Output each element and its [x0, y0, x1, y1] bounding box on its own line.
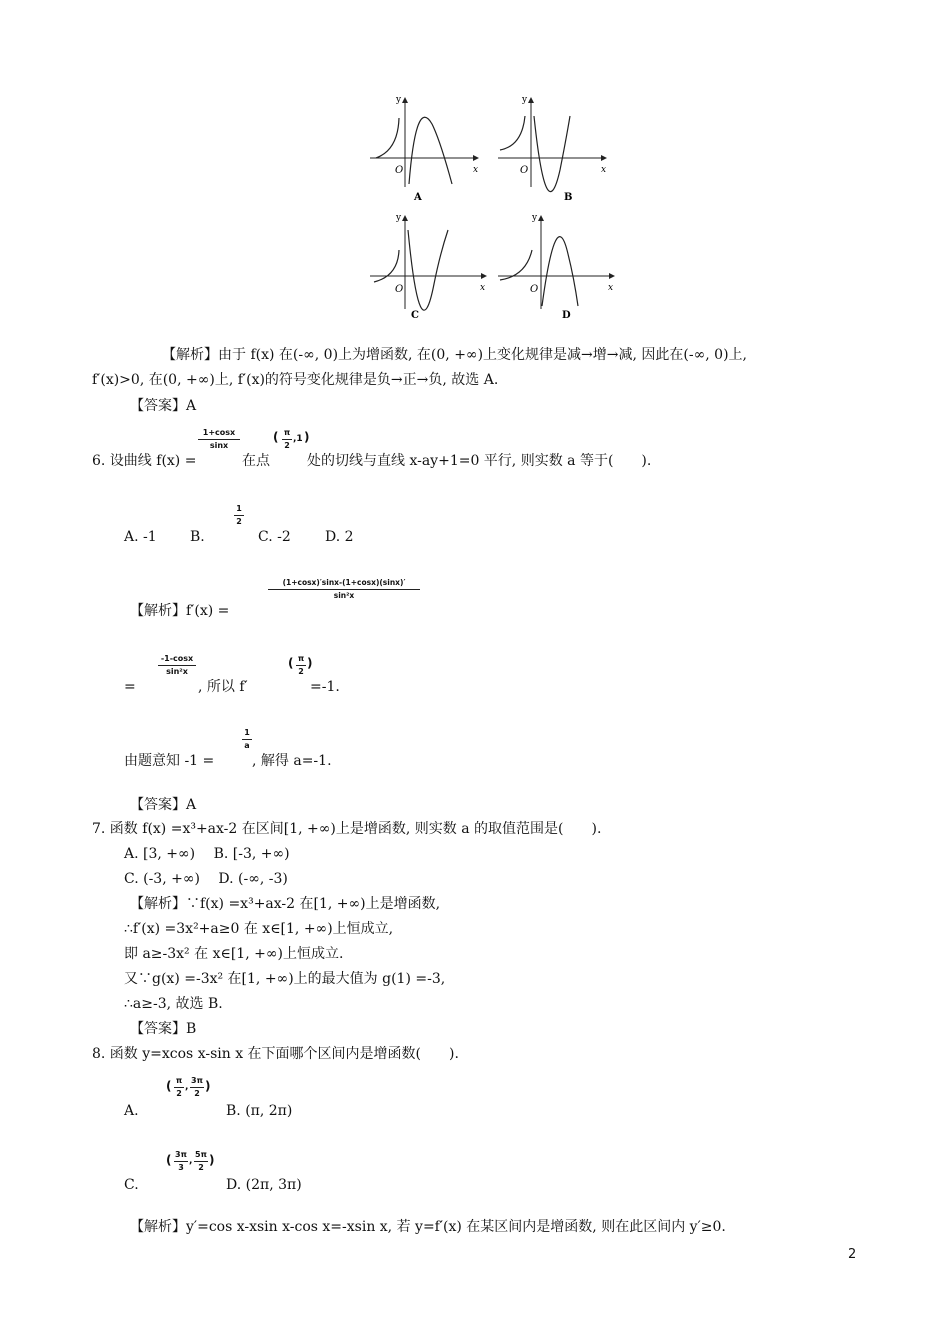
- fraction-denominator: sinx: [209, 441, 229, 450]
- q6-at-point: 在点: [242, 453, 270, 469]
- q8-option-b: B. (π, 2π): [226, 1103, 293, 1119]
- q6-a-fraction: [242, 728, 252, 751]
- point-tail: ,1: [293, 434, 303, 444]
- fraction-numerator: 1+cosx: [202, 428, 236, 437]
- q6-answer: 【答案】A: [130, 797, 197, 813]
- q8-stem: 8. 函数 y=xcos x-sin x 在下面哪个区间内是增函数( ).: [92, 1046, 459, 1062]
- page-number: 2: [848, 1247, 857, 1262]
- q7-stem: 7. 函数 f(x) =x³+ax-2 在区间[1, +∞)上是增函数, 则实数 a 的取值范围是( ).: [92, 821, 602, 837]
- q7-analysis-2: ∴f′(x) =3x²+a≥0 在 x∈[1, +∞)上恒成立,: [124, 921, 394, 937]
- svg-text:y: y: [532, 213, 538, 223]
- derivative-denominator: sin²x: [333, 591, 355, 600]
- q7-options-cd: C. (-3, +∞) D. (-∞, -3): [124, 871, 288, 887]
- q6-option-d: D. 2: [325, 529, 354, 545]
- q7-answer: 【答案】B: [130, 1021, 197, 1037]
- interval-a-start-num: π: [175, 1076, 183, 1085]
- interval-c-start-den: 3: [178, 1163, 184, 1172]
- svg-text:x: x: [601, 165, 607, 175]
- q7-options-ab: A. [3, +∞) B. [-3, +∞): [124, 846, 290, 862]
- q8-option-d: D. (2π, 3π): [226, 1177, 302, 1193]
- q6-equals: =: [124, 679, 136, 695]
- q6-derivative-fraction: [268, 578, 420, 601]
- q6-from-text: 由题意知 -1 =: [124, 753, 215, 769]
- q6-half-fraction: [234, 504, 244, 527]
- graph-panel-b: [498, 95, 606, 203]
- point-num: π: [283, 428, 291, 437]
- y-axis-label: y: [396, 95, 402, 105]
- interval-c-end-num: 5π: [195, 1150, 207, 1159]
- panel-label-d: D: [562, 310, 571, 321]
- q6-analysis-label: 【解析】f′(x) =: [130, 603, 230, 619]
- point-den: 2: [284, 441, 290, 450]
- interval-a-end-num: 3π: [191, 1076, 203, 1085]
- svg-text:x: x: [608, 283, 614, 293]
- interval-c-end-den: 2: [198, 1163, 204, 1172]
- q7-analysis-5: ∴a≥-3, 故选 B.: [124, 996, 223, 1012]
- a-den: a: [244, 741, 250, 750]
- q6-so-text: , 所以 f′: [198, 679, 248, 695]
- panel-label-a: A: [414, 192, 422, 203]
- graph-panel-d: [498, 213, 614, 321]
- svg-text:x: x: [480, 283, 486, 293]
- origin-label: O: [395, 165, 404, 176]
- q6-eval-result: =-1.: [310, 679, 340, 695]
- q7-analysis-3: 即 a≥-3x² 在 x∈[1, +∞)上恒成立.: [124, 946, 344, 962]
- q5-analysis-line1: 【解析】由于 f(x) 在(-∞, 0)上为增函数, 在(0, +∞)上变化规律是减→增→减, 因此在(-∞, 0)上,: [162, 347, 747, 363]
- graph-panel-a: [370, 95, 478, 203]
- q6-stem-prefix: 6. 设曲线 f(x) =: [92, 453, 197, 469]
- graph-figure: [368, 92, 618, 327]
- interval-c-start-num: 3π: [175, 1150, 187, 1159]
- svg-text:y: y: [522, 95, 528, 105]
- q7-analysis-1: 【解析】∵f(x) =x³+ax-2 在[1, +∞)上是增函数,: [130, 896, 441, 912]
- q5-analysis-line2: f′(x)>0, 在(0, +∞)上, f′(x)的符号变化规律是负→正→负, 故选 A.: [92, 372, 499, 388]
- q6-option-a: A. -1: [124, 529, 157, 545]
- graph-panel-c: [370, 213, 486, 321]
- q6-stem-suffix: 处的切线与直线 x-ay+1=0 平行, 则实数 a 等于( ).: [307, 453, 652, 469]
- interval-a-start-den: 2: [176, 1089, 182, 1098]
- svg-text:y: y: [396, 213, 402, 223]
- q6-function-fraction: [198, 428, 240, 451]
- svg-text:O: O: [395, 284, 404, 295]
- svg-text:O: O: [520, 165, 529, 176]
- a-num: 1: [244, 728, 250, 737]
- q6-solve-text: , 解得 a=-1.: [252, 753, 332, 769]
- half-num: 1: [236, 504, 242, 513]
- svg-text:O: O: [530, 284, 539, 295]
- q8-option-a: A.: [124, 1103, 139, 1119]
- q6-simplified-fraction: [158, 654, 196, 677]
- q8-option-c: C.: [124, 1177, 139, 1193]
- interval-a-end-den: 2: [194, 1089, 200, 1098]
- panel-label-c: C: [411, 310, 419, 321]
- eval-num: π: [297, 654, 305, 663]
- eval-den: 2: [298, 667, 304, 676]
- q6-option-c: C. -2: [258, 529, 291, 545]
- simplified-numerator: -1-cosx: [160, 654, 194, 663]
- q7-analysis-4: 又∵g(x) =-3x² 在[1, +∞)上的最大值为 g(1) =-3,: [124, 971, 446, 987]
- q6-option-b: B.: [190, 529, 205, 545]
- panel-label-b: B: [564, 192, 573, 203]
- q8-analysis: 【解析】y′=cos x-xsin x-cos x=-xsin x, 若 y=f′(x) 在某区间内是增函数, 则在此区间内 y′≥0.: [130, 1219, 726, 1235]
- half-den: 2: [236, 517, 242, 526]
- derivative-numerator: (1+cosx)′sinx-(1+cosx)(sinx)′: [282, 578, 406, 587]
- q5-answer: 【答案】A: [130, 398, 197, 414]
- graph-panels-svg: [368, 92, 618, 327]
- x-axis-label: x: [473, 165, 479, 175]
- simplified-denominator: sin²x: [166, 667, 188, 676]
